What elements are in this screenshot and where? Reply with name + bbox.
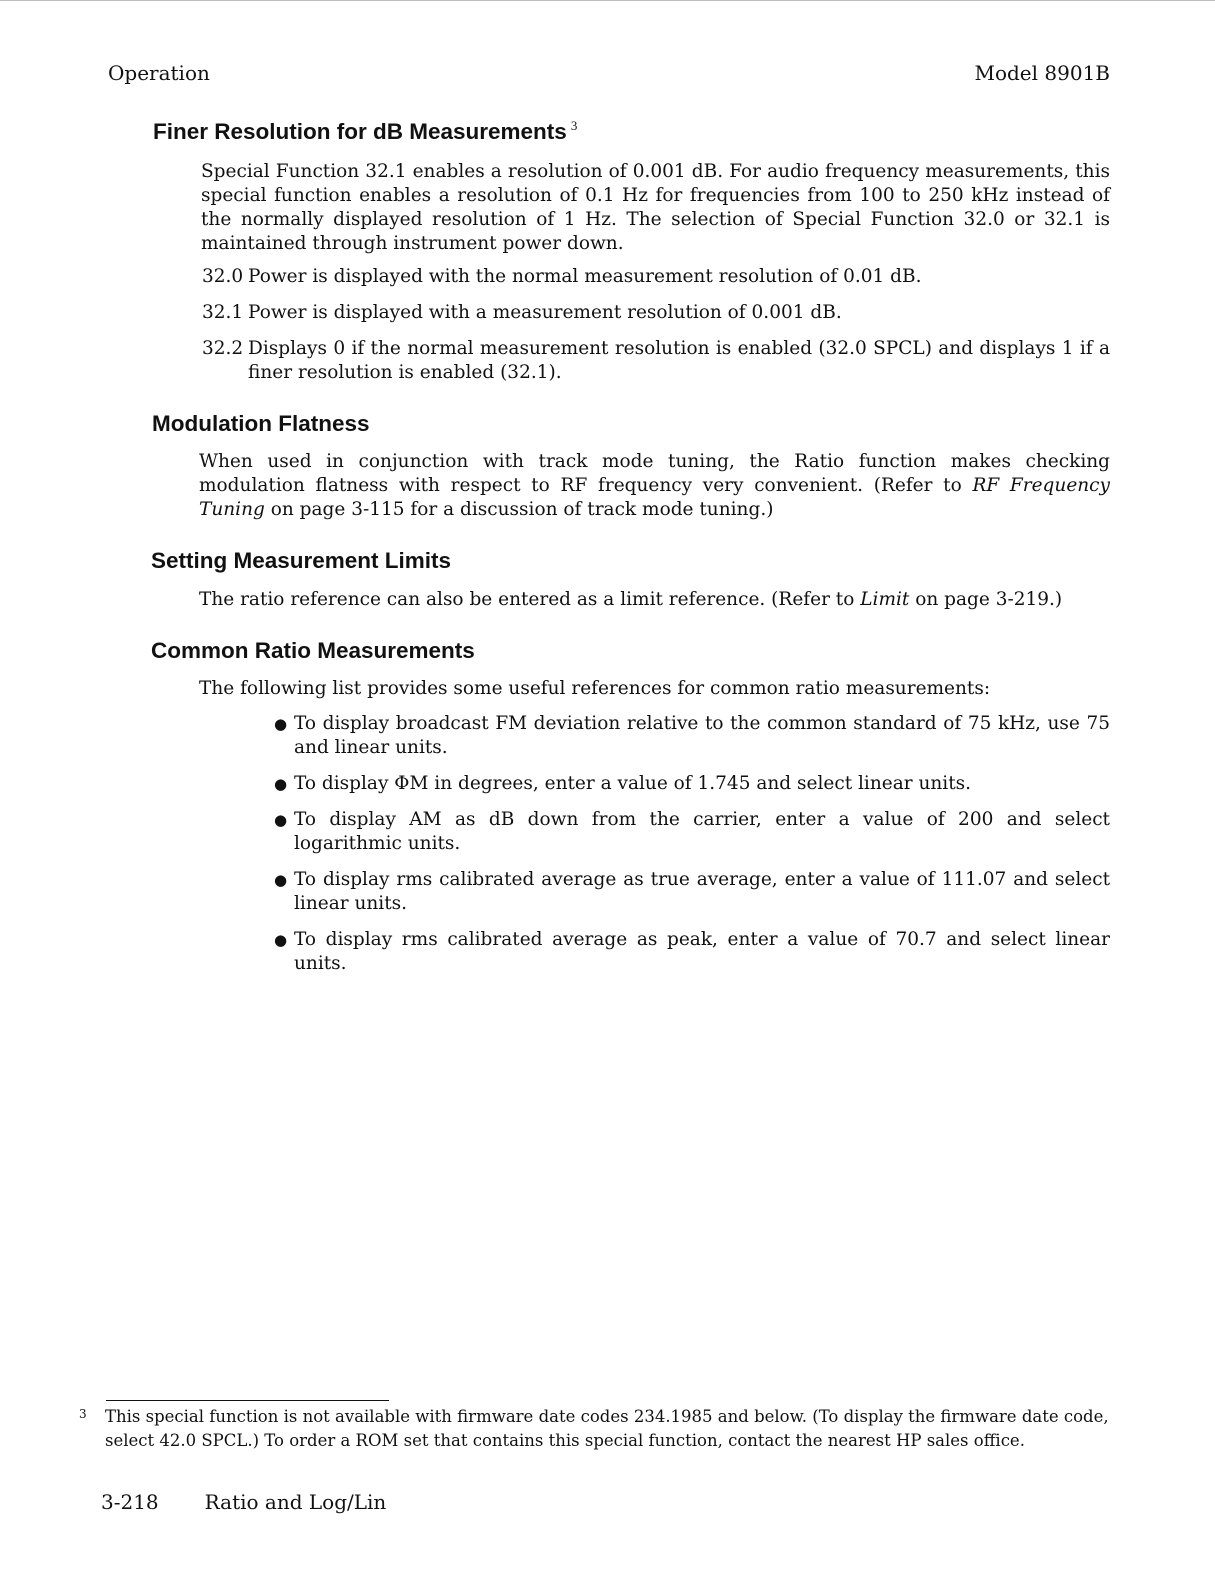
- special-function-description: Power is displayed with the normal measurement resolution of 0.01 dB.: [248, 266, 922, 287]
- heading-finer-resolution: [153, 118, 577, 145]
- special-function-item: [202, 337, 1110, 385]
- list-item: [274, 808, 1110, 856]
- common-ratio-list: [274, 712, 1110, 988]
- footnote: [79, 1405, 1110, 1453]
- special-function-code: 32.1: [202, 302, 244, 323]
- header-model: Model 8901B: [974, 61, 1110, 85]
- list-item: [274, 772, 1110, 796]
- list-item: [274, 712, 1110, 760]
- special-function-description: Displays 0 if the normal measurement resolution is enabled (32.0 SPCL) and displays 1 if a finer resolution is enabled (32.1).: [248, 338, 1110, 383]
- list-item-text: To display broadcast FM deviation relative to the common standard of 75 kHz, use 75 and linear units.: [294, 713, 1110, 758]
- heading-finer-resolution-text: Finer Resolution for dB Measurements: [153, 119, 567, 144]
- special-function-code: 32.2: [202, 338, 244, 359]
- measurement-limits-text-after: on page 3-219.): [909, 589, 1063, 610]
- modulation-flatness-text-after: on page 3-115 for a discussion of track mode tuning.): [264, 499, 774, 520]
- list-item-text: To display AM as dB down from the carrier, enter a value of 200 and select logarithmic units.: [294, 809, 1110, 854]
- footnote-reference: 3: [570, 118, 578, 133]
- page-top-edge: [0, 0, 1215, 1]
- special-function-code: 32.0: [202, 266, 244, 287]
- footer-section-title: Ratio and Log/Lin: [204, 1490, 387, 1514]
- reference-limit: Limit: [860, 589, 910, 610]
- list-item-text: To display rms calibrated average as peak, enter a value of 70.7 and select linear units.: [294, 929, 1110, 974]
- special-function-item: [202, 265, 1110, 289]
- running-footer: [101, 1490, 386, 1514]
- finer-resolution-intro: Special Function 32.1 enables a resolution of 0.001 dB. For audio frequency measurements, this special function enables a resolution of 0.1 Hz for frequencies from 100 to 250 kHz instead of the normally displayed resolution of 1 Hz. The selection of Special Function 32.0 or 32.1 is maintained through instrument power down.: [201, 161, 1110, 254]
- bullet-icon: ●: [274, 715, 288, 733]
- bullet-icon: ●: [274, 931, 288, 949]
- footnote-text: This special function is not available with firmware date codes 234.1985 and below. (To display the firmware date code, select 42.0 SPCL.) To order a ROM set that contains this special function, contact the nearest HP sales office.: [105, 1407, 1109, 1450]
- modulation-flatness-text-before: When used in conjunction with track mode tuning, the Ratio function makes checking modulation flatness with respect to RF frequency very convenient. (Refer to: [199, 451, 1110, 496]
- footnote-divider: [106, 1400, 389, 1401]
- measurement-limits-text: [199, 588, 1110, 612]
- special-function-item: [202, 301, 1110, 325]
- reference-rf-frequency-tuning: RF Frequency Tuning: [199, 475, 1110, 520]
- common-ratio-intro: The following list provides some useful references for common ratio measurements:: [199, 678, 991, 699]
- header-chapter: Operation: [108, 61, 210, 85]
- bullet-icon: ●: [274, 811, 288, 829]
- running-header: [108, 61, 1110, 85]
- list-item: [274, 868, 1110, 916]
- bullet-icon: ●: [274, 775, 288, 793]
- special-function-description: Power is displayed with a measurement resolution of 0.001 dB.: [248, 302, 842, 323]
- footnote-number: 3: [79, 1407, 87, 1421]
- list-item-text: To display ΦM in degrees, enter a value of 1.745 and select linear units.: [294, 773, 972, 794]
- bullet-icon: ●: [274, 871, 288, 889]
- modulation-flatness-text: [199, 450, 1110, 522]
- measurement-limits-text-before: The ratio reference can also be entered as a limit reference. (Refer to: [199, 589, 861, 610]
- list-item-text: To display rms calibrated average as true average, enter a value of 111.07 and select linear units.: [294, 869, 1110, 914]
- heading-setting-measurement-limits: Setting Measurement Limits: [151, 548, 452, 573]
- heading-modulation-flatness: Modulation Flatness: [152, 411, 370, 436]
- list-item: [274, 928, 1110, 976]
- heading-common-ratio-measurements: Common Ratio Measurements: [151, 638, 475, 663]
- page-number: 3-218: [101, 1490, 159, 1514]
